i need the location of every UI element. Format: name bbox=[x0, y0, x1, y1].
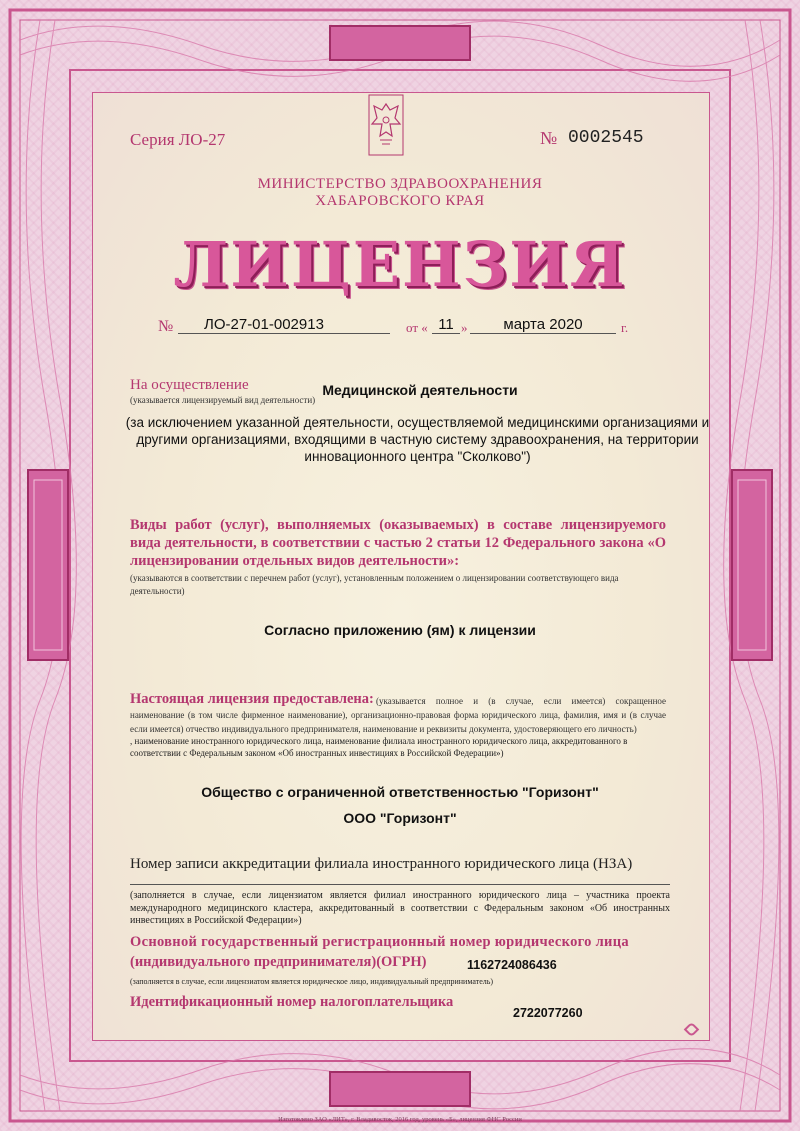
nza-hint: (заполняется в случае, если лицензиатом является филиал иностранного юридического лица – участника проекта международного медицинского кластера, аккредитованный в соответствии с Федеральным законом «Об иностранных инвестициях в Российской Федерации») bbox=[130, 890, 670, 926]
nza-line bbox=[130, 884, 670, 885]
license-number: ЛО-27-01-002913 bbox=[178, 316, 390, 334]
ogrn-value: 1162724086436 bbox=[467, 958, 557, 972]
inn-label: Идентификационный номер налогоплательщика bbox=[130, 994, 454, 1010]
licensee-full-name: Общество с ограниченной ответственностью "Горизонт" bbox=[201, 784, 599, 800]
double-headed-eagle-icon bbox=[368, 94, 404, 156]
works-hint: (указываются в соответствии с перечнем работ (услуг), установленным положением о лицензировании соответствующего вида деятельности) bbox=[130, 573, 619, 596]
from-label: от « bbox=[406, 320, 428, 335]
activity-value: Медицинской деятельности bbox=[322, 382, 518, 398]
printer-imprint: Изготовлено ЗАО «ЛИТ», г. Владивосток, 2016 год, уровень «Б», лицензия ФНС России bbox=[278, 1116, 522, 1123]
blank-number-sign: № bbox=[540, 128, 558, 148]
inn-value: 2722077260 bbox=[513, 1006, 583, 1020]
license-number-sign: № bbox=[158, 318, 174, 335]
licensee-short-name: ООО "Горизонт" bbox=[343, 810, 457, 826]
license-day: 11 bbox=[432, 316, 460, 334]
document-title: ЛИЦЕНЗИЯ bbox=[173, 228, 627, 301]
day-close-quote: » bbox=[461, 320, 468, 335]
licensee-hint-foreign: , наименование иностранного юридического лица, наименование филиала иностранного юридического лица, аккредитованного в соответствии с Федеральным законом «Об иностранных инвестициях в Российской Федерации») bbox=[130, 736, 628, 758]
activity-label: На осуществление bbox=[130, 377, 249, 393]
license-month-year: марта 2020 bbox=[470, 316, 616, 334]
ogrn-label-line2: (индивидуального предпринимателя)(ОГРН) bbox=[130, 954, 427, 970]
ministry-line2: ХАБАРОВСКОГО КРАЯ bbox=[315, 193, 485, 209]
ogrn-hint: (заполняется в случае, если лицензиатом является юридическое лицо, индивидуальный предприниматель) bbox=[130, 977, 494, 986]
year-suffix: г. bbox=[621, 320, 629, 335]
licensee-hint: (указывается полное и (в случае, если имеется) сокращенное наименование (в том числе фирменное наименование), организационно-правовая форма юридического лица, фамилия, имя и (в случае если имеется) отчество индивидуального предпринимателя, наименование и реквизиты документа, удостоверяющего его личность) bbox=[130, 696, 666, 734]
licensee-label: Настоящая лицензия предоставлена: bbox=[130, 691, 374, 707]
activity-hint: (указывается лицензируемый вид деятельности) bbox=[130, 395, 316, 405]
works-value: Согласно приложению (ям) к лицензии bbox=[264, 622, 536, 638]
nza-label: Номер записи аккредитации филиала иностранного юридического лица (НЗА) bbox=[130, 856, 633, 872]
ministry-line1: МИНИСТЕРСТВО ЗДРАВООХРАНЕНИЯ bbox=[257, 176, 543, 192]
activity-note: (за исключением указанной деятельности, осуществляемой медицинскими организациями и другими организациями, входящими в частную систему здравоохранения, на территории инновационного центра "Сколково") bbox=[125, 415, 710, 464]
works-label: Виды работ (услуг), выполняемых (оказываемых) в составе лицензируемого вида деятельности, в соответствии с частью 2 статьи 12 Федерального закона «О лицензировании отдельных видов деятельности»: bbox=[130, 517, 666, 569]
blank-number: 0002545 bbox=[568, 128, 644, 148]
series-label: Серия ЛО-27 bbox=[130, 130, 226, 149]
ogrn-label-line1: Основной государственный регистрационный номер юридического лица bbox=[130, 934, 629, 950]
